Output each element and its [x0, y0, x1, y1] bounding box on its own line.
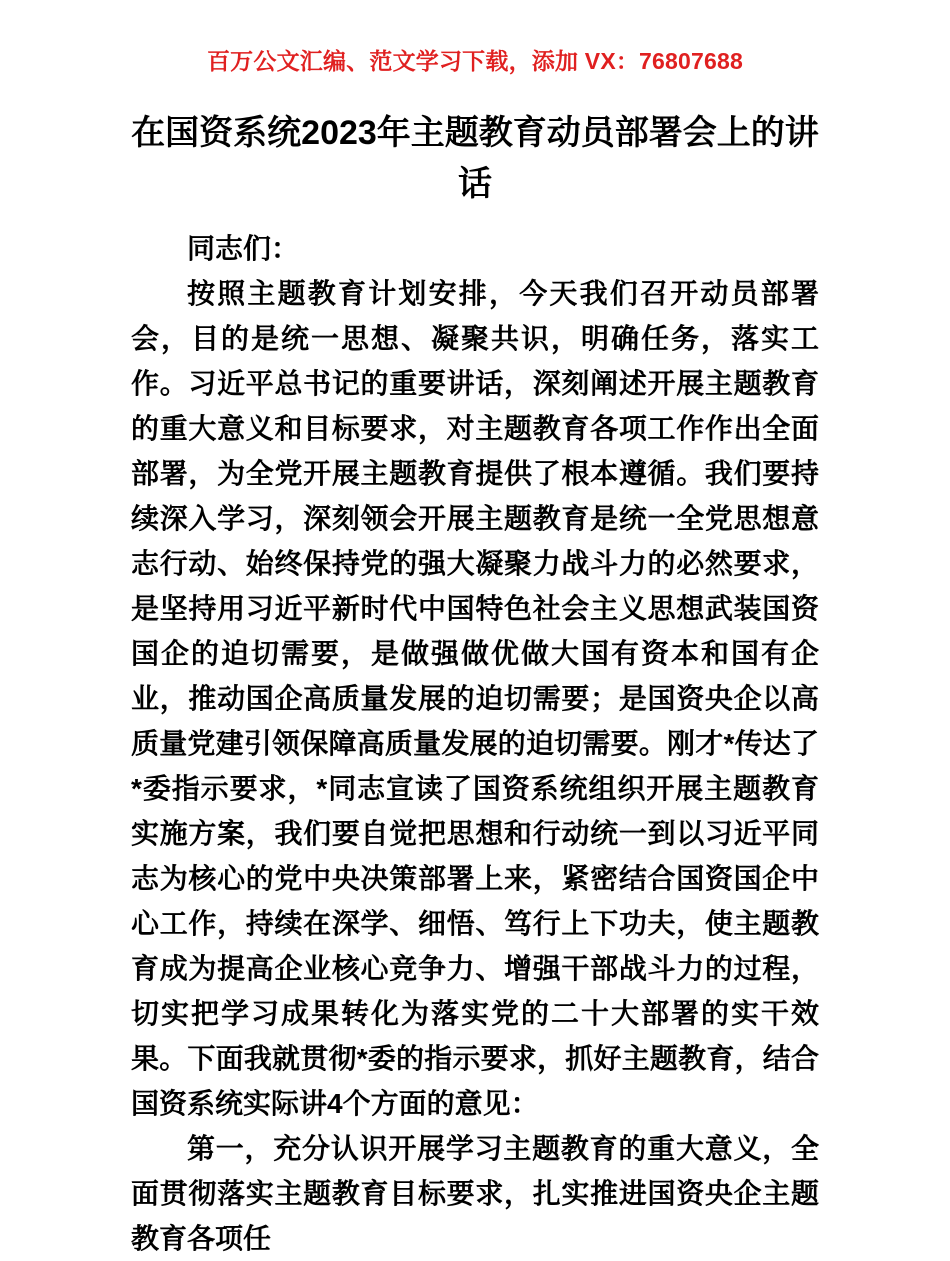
document-content — [131, 108, 819, 1261]
paragraph-2: 第一，充分认识开展学习主题教育的重大意义，全面贯彻落实主题教育目标要求，扎实推进国资央企主题教育各项任 — [131, 1133, 819, 1254]
document-title: 在国资系统2023年主题教育动员部署会上的讲话 — [131, 114, 819, 203]
promo-banner-text: 百万公文汇编、范文学习下载，添加 VX：76807688 — [206, 48, 743, 74]
promo-banner — [0, 48, 950, 76]
salutation: 同志们： — [187, 233, 300, 264]
paragraph-1: 按照主题教育计划安排，今天我们召开动员部署会，目的是统一思想、凝聚共识，明确任务，落实工作。习近平总书记的重要讲话，深刻阐述开展主题教育的重大意义和目标要求，对主题教育各项工作作出全面部署，为全党开展主题教育提供了根本遵循。我们要持续深入学习，深刻领会开展主题教育是统一全党思想意志行动、始终保持党的强大凝聚力战斗力的必然要求，是坚持用习近平新时代中国特色社会主义思想武装国资国企的迫切需要，是做强做优做大国有资本和国有企业，推动国企高质量发展的迫切需要；是国资央企以高质量党建引领保障高质量发展的迫切需要。刚才*传达了*委指示要求，*同志宣读了国资系统组织开展主题教育实施方案，我们要自觉把思想和行动统一到以习近平同志为核心的党中央决策部署上来，紧密结合国资国企中心工作，持续在深学、细悟、笃行上下功夫，使主题教育成为提高企业核心竞争力、增强干部战斗力的过程，切实把学习成果转化为落实党的二十大部署的实干效果。下面我就贯彻*委的指示要求，抓好主题教育，结合国资系统实际讲4个方面的意见： — [131, 278, 819, 1119]
